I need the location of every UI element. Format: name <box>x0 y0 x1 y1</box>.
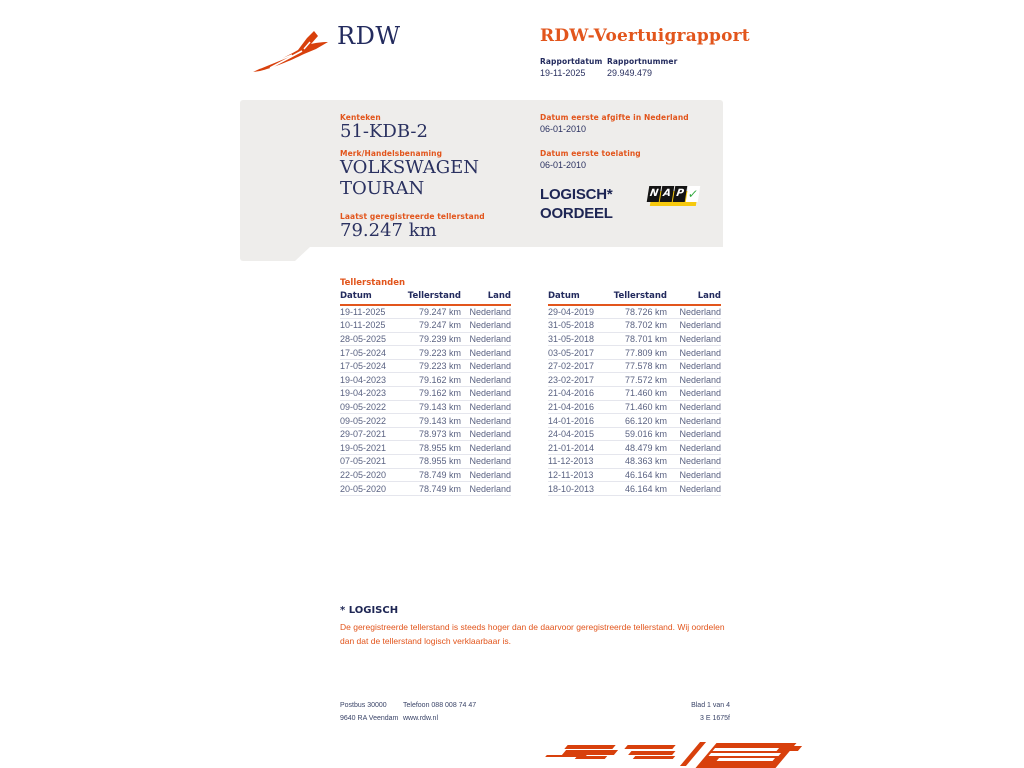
tellerstand-cell: 79.143 km <box>406 400 461 414</box>
report-number-label: Rapportnummer <box>607 57 678 66</box>
datum-cell: 27-02-2017 <box>548 359 612 373</box>
datum-cell: 12-11-2013 <box>548 468 612 482</box>
footer-form-code: 3 E 1675f <box>700 715 730 722</box>
footer-phone: Telefoon 088 008 74 47 <box>403 702 477 709</box>
tellerstand-cell: 59.016 km <box>612 427 667 441</box>
datum-cell: 19-05-2021 <box>340 441 406 455</box>
table-row <box>340 482 511 496</box>
datum-header: Datum <box>340 291 406 305</box>
table-row <box>548 468 721 482</box>
land-cell: Nederland <box>461 387 511 401</box>
tellerstand-cell: 77.809 km <box>612 346 667 360</box>
table-row <box>340 305 511 319</box>
datum-cell: 14-01-2016 <box>548 414 612 428</box>
table-header-row <box>548 291 721 305</box>
stripe <box>717 758 775 761</box>
kenteken-value: 51-KDB-2 <box>340 121 428 142</box>
merk-label: Merk/Handelsbenaming <box>340 149 443 158</box>
land-cell: Nederland <box>667 455 721 469</box>
table-row <box>548 359 721 373</box>
table-row <box>548 427 721 441</box>
land-header: Land <box>461 291 511 305</box>
datum-cell: 28-05-2025 <box>340 332 406 346</box>
land-cell: Nederland <box>461 400 511 414</box>
table-row <box>548 414 721 428</box>
footnote-marker: * <box>340 605 346 616</box>
datum-cell: 19-04-2023 <box>340 387 406 401</box>
tellerstand-value: 79.247 km <box>340 220 437 241</box>
tellerstand-cell: 78.702 km <box>612 319 667 333</box>
tellerstand-cell: 79.162 km <box>406 373 461 387</box>
stripe <box>575 756 608 759</box>
land-cell: Nederland <box>667 387 721 401</box>
table-row <box>340 468 511 482</box>
land-cell: Nederland <box>461 346 511 360</box>
land-cell: Nederland <box>667 468 721 482</box>
table-row <box>548 400 721 414</box>
stripe <box>564 745 615 749</box>
land-cell: Nederland <box>667 414 721 428</box>
report-number-value: 29.949.479 <box>607 68 653 78</box>
land-cell: Nederland <box>667 305 721 319</box>
land-cell: Nederland <box>667 319 721 333</box>
stripe <box>780 746 802 751</box>
tellerstand-cell: 78.955 km <box>406 455 461 469</box>
table-row <box>340 346 511 360</box>
nap-letter-p: P <box>673 186 688 202</box>
tellerstand-cell: 79.247 km <box>406 319 461 333</box>
table-row <box>340 427 511 441</box>
tellerstand-header: Tellerstand <box>612 291 667 305</box>
rdw-stripes-graphic <box>538 736 808 768</box>
tellerstand-cell: 77.572 km <box>612 373 667 387</box>
tellerstand-cell: 46.164 km <box>612 468 667 482</box>
land-cell: Nederland <box>667 441 721 455</box>
datum-cell: 10-11-2025 <box>340 319 406 333</box>
datum-header: Datum <box>548 291 612 305</box>
datum-cell: 19-11-2025 <box>340 305 406 319</box>
table-row <box>548 387 721 401</box>
table-row <box>340 373 511 387</box>
tellerstand-cell: 48.363 km <box>612 455 667 469</box>
stripe <box>696 743 797 768</box>
tellerstand-label: Laatst geregistreerde tellerstand <box>340 212 485 221</box>
datum-cell: 09-05-2022 <box>340 400 406 414</box>
stripe <box>562 750 618 755</box>
table-header-row <box>340 291 511 305</box>
land-cell: Nederland <box>667 332 721 346</box>
land-cell: Nederland <box>461 319 511 333</box>
land-cell: Nederland <box>461 427 511 441</box>
tellerstand-cell: 79.247 km <box>406 305 461 319</box>
footnote-title <box>340 605 398 616</box>
toelating-value: 06-01-2010 <box>540 160 587 170</box>
datum-cell: 24-04-2015 <box>548 427 612 441</box>
datum-cell: 21-04-2016 <box>548 400 612 414</box>
footnote-text: De geregistreerde tellerstand is steeds hoger dan de daarvoor geregistreerde tellerstand. Wij oordelen dan dat de tellerstand logisch verklaarbaar is. <box>340 622 725 646</box>
tellerstand-cell: 78.701 km <box>612 332 667 346</box>
tellerstanden-title: Tellerstanden <box>340 278 406 288</box>
oordeel-line2: OORDEEL <box>540 205 613 222</box>
table-row <box>340 319 511 333</box>
footer-page-indicator: Blad 1 van 4 <box>691 702 730 709</box>
tellerstand-cell: 78.749 km <box>406 468 461 482</box>
datum-cell: 21-01-2014 <box>548 441 612 455</box>
land-cell: Nederland <box>461 441 511 455</box>
land-header: Land <box>667 291 721 305</box>
stripe <box>633 756 676 759</box>
report-date-value: 19-11-2025 <box>540 68 586 78</box>
table-row <box>548 441 721 455</box>
datum-cell: 07-05-2021 <box>340 455 406 469</box>
nap-letter-a: A <box>660 186 675 202</box>
table-row <box>548 455 721 469</box>
stripe <box>709 753 781 756</box>
datum-cell: 23-02-2017 <box>548 373 612 387</box>
datum-cell: 17-05-2024 <box>340 359 406 373</box>
tellerstand-cell: 78.726 km <box>612 305 667 319</box>
merk-value-line2: TOURAN <box>340 178 425 199</box>
afgifte-value: 06-01-2010 <box>540 124 587 134</box>
table-row <box>340 387 511 401</box>
land-cell: Nederland <box>667 400 721 414</box>
table-row <box>548 346 721 360</box>
land-cell: Nederland <box>667 346 721 360</box>
oordeel-line1: LOGISCH* <box>540 186 613 203</box>
nap-check-icon: ✓ <box>686 187 700 201</box>
table-row <box>548 373 721 387</box>
report-date-label: Rapportdatum <box>540 57 603 66</box>
datum-cell: 29-07-2021 <box>340 427 406 441</box>
stripe <box>713 748 779 751</box>
datum-cell: 11-12-2013 <box>548 455 612 469</box>
tellerstanden-table-left <box>340 291 511 496</box>
tellerstand-cell: 46.164 km <box>612 482 667 496</box>
footer-website[interactable]: www.rdw.nl <box>403 715 439 722</box>
merk-value-line1: VOLKSWAGEN <box>340 157 480 178</box>
tellerstand-cell: 77.578 km <box>612 359 667 373</box>
land-cell: Nederland <box>461 305 511 319</box>
rdw-logo-text: RDW <box>337 22 401 50</box>
land-cell: Nederland <box>461 468 511 482</box>
afgifte-label: Datum eerste afgifte in Nederland <box>540 113 689 122</box>
table-row <box>340 332 511 346</box>
datum-cell: 29-04-2019 <box>548 305 612 319</box>
table-row <box>340 359 511 373</box>
tellerstanden-table-right <box>548 291 721 496</box>
page-title: RDW-Voertuigrapport <box>540 26 750 46</box>
footnote-title-text: LOGISCH <box>348 605 399 616</box>
tellerstand-cell: 78.973 km <box>406 427 461 441</box>
land-cell: Nederland <box>461 455 511 469</box>
datum-cell: 31-05-2018 <box>548 319 612 333</box>
land-cell: Nederland <box>461 359 511 373</box>
table-row <box>340 441 511 455</box>
land-cell: Nederland <box>461 373 511 387</box>
tellerstand-cell: 71.460 km <box>612 400 667 414</box>
datum-cell: 17-05-2024 <box>340 346 406 360</box>
table-row <box>340 414 511 428</box>
tellerstand-cell: 66.120 km <box>612 414 667 428</box>
footer-address-line1: Postbus 30000 <box>340 702 387 709</box>
tellerstand-cell: 79.239 km <box>406 332 461 346</box>
land-cell: Nederland <box>667 373 721 387</box>
land-cell: Nederland <box>667 427 721 441</box>
table-row <box>548 319 721 333</box>
land-cell: Nederland <box>461 414 511 428</box>
table-row <box>548 482 721 496</box>
tellerstand-cell: 48.479 km <box>612 441 667 455</box>
stripe <box>624 745 675 749</box>
tellerstand-cell: 78.749 km <box>406 482 461 496</box>
tellerstand-cell: 79.223 km <box>406 346 461 360</box>
toelating-label: Datum eerste toelating <box>540 149 641 158</box>
vehicle-summary-box <box>240 100 723 261</box>
datum-cell: 20-05-2020 <box>340 482 406 496</box>
land-cell: Nederland <box>667 482 721 496</box>
table-row <box>548 332 721 346</box>
kenteken-label: Kenteken <box>340 113 381 122</box>
tellerstand-cell: 79.223 km <box>406 359 461 373</box>
table-row <box>340 455 511 469</box>
tellerstand-cell: 79.143 km <box>406 414 461 428</box>
tellerstand-cell: 79.162 km <box>406 387 461 401</box>
stripe <box>629 751 676 755</box>
table-row <box>340 400 511 414</box>
rdw-logo-icon <box>252 28 332 73</box>
nap-logo <box>647 185 701 208</box>
datum-cell: 03-05-2017 <box>548 346 612 360</box>
tellerstand-header: Tellerstand <box>406 291 461 305</box>
land-cell: Nederland <box>667 359 721 373</box>
datum-cell: 18-10-2013 <box>548 482 612 496</box>
land-cell: Nederland <box>461 332 511 346</box>
table-row <box>548 305 721 319</box>
nap-letter-n: N <box>647 186 662 202</box>
datum-cell: 22-05-2020 <box>340 468 406 482</box>
datum-cell: 09-05-2022 <box>340 414 406 428</box>
tellerstand-cell: 78.955 km <box>406 441 461 455</box>
tellerstand-cell: 71.460 km <box>612 387 667 401</box>
datum-cell: 19-04-2023 <box>340 373 406 387</box>
datum-cell: 21-04-2016 <box>548 387 612 401</box>
land-cell: Nederland <box>461 482 511 496</box>
footer-address-line2: 9640 RA Veendam <box>340 715 399 722</box>
datum-cell: 31-05-2018 <box>548 332 612 346</box>
